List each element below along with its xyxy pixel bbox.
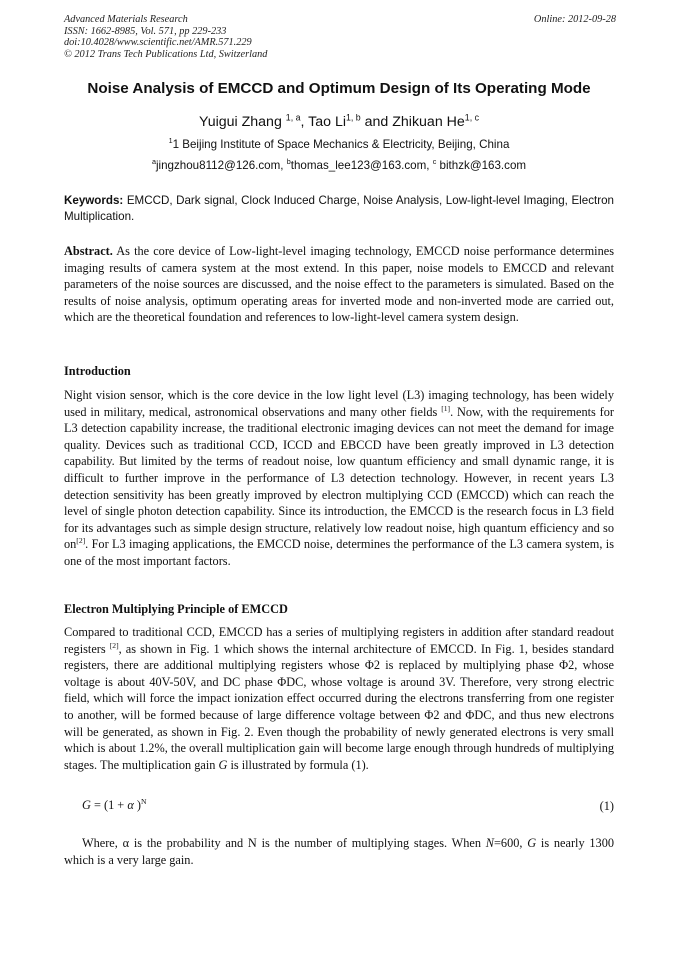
author-separator: and [360, 114, 393, 130]
journal-name: Advanced Materials Research [64, 14, 188, 25]
journal-issn: ISSN: 1662-8985, Vol. 571, pp 229-233 [64, 25, 227, 37]
citation-ref: [2] [109, 640, 119, 650]
equation-exponent: N [140, 796, 147, 806]
email-address: thomas_lee123@163.com, [290, 159, 433, 172]
journal-header [64, 14, 616, 60]
author-separator: , [300, 114, 309, 130]
math-variable: G [82, 798, 91, 812]
equation-1 [64, 798, 614, 818]
paragraph-text: is illustrated by formula (1). [227, 757, 369, 772]
keywords [64, 193, 614, 224]
author-name: Tao Li [308, 114, 346, 130]
keywords-label: Keywords: [64, 194, 124, 207]
section-heading-emccd-principle: Electron Multiplying Principle of EMCCD [64, 602, 288, 616]
journal-copyright: © 2012 Trans Tech Publications Ltd, Switzerland [64, 48, 268, 60]
author-superscript: 1, c [464, 112, 479, 123]
equation-number: (1) [599, 799, 614, 813]
author-name: Zhikuan He [392, 114, 465, 130]
citation-ref: [1] [441, 403, 451, 413]
section-heading-introduction: Introduction [64, 364, 131, 378]
affiliation-text: 1 Beijing Institute of Space Mechanics & Electricity, Beijing, China [172, 138, 510, 151]
paragraph-text: Compared to traditional CCD, EMCCD has a series of multiplying registers in addition after standard readout registers [64, 625, 614, 656]
abstract-label: Abstract. [64, 244, 113, 258]
citation-ref: [2] [76, 536, 86, 546]
email-address: bithzk@163.com [436, 159, 527, 172]
author-list [64, 114, 614, 130]
paragraph-text: Where, α is the probability and N is the number of multiplying stages. When [82, 836, 486, 850]
paragraph-text: =600, [493, 836, 528, 850]
abstract-text: As the core device of Low-light-level imaging technology, EMCCD noise performance determines imaging results of camera system at the most extend. In this paper, noise models to EMCCD and relevant parameters of the noise sources are discussed, and the noise effect to the parameters is simulated. Based on the results of noise analysis, optimum operating areas for inverted mode and non-inverted mode are carried out, which are the theoretical foundation and references to low-light-level camera system design. [64, 244, 614, 325]
math-variable: G [527, 836, 537, 850]
author-name: Yuigui Zhang [199, 114, 282, 130]
paragraph-text: Night vision sensor, which is the core device in the low light level (L3) imaging technology, has been widely used in military, medical, astronomical observations and many other fields [64, 388, 614, 419]
affiliation [64, 138, 614, 151]
equation-formula [82, 798, 146, 813]
author-emails [64, 159, 614, 172]
journal-doi: doi:10.4028/www.scientific.net/AMR.571.229 [64, 37, 252, 49]
introduction-paragraph [64, 387, 614, 570]
equation-part: ) [133, 798, 141, 812]
emccd-principle-paragraph [64, 624, 614, 773]
paragraph-text: is nearly 1300 which is a very large gain. [64, 836, 614, 867]
author-superscript: 1, a [285, 112, 301, 123]
paragraph-text: . For L3 imaging applications, the EMCCD noise, determines the performance of the L3 camera system, is one of the most important factors. [64, 537, 614, 568]
paragraph-text: , as shown in Fig. 1 which shows the internal architecture of EMCCD. In Fig. 1, besides standard registers, there are additional multiplying registers whose Φ2 is replaced by multiplying phase Φ2, whose voltage is about 40V-50V, and DC phase ΦDC, whose voltage is around 3V. Therefore, very strong electric field, which will force the impact ionization effect occurred during the electrons transferring from one register to another, will be formed because of large difference voltage between Φ2 and ΦDC, and thus new electrons will be generated, as shown in Fig. 2. Even though the probability of newly generated electrons is very small which is about 1.2%, the overall multiplication gain will become large enough through hundreds of multiplying stages. The multiplication gain [64, 641, 614, 772]
online-date: Online: 2012-09-28 [533, 14, 616, 25]
math-variable: N [485, 836, 494, 850]
author-superscript: 1, b [345, 112, 361, 123]
math-variable: G [218, 757, 228, 772]
email-superscript: b [286, 157, 291, 167]
email-address: jingzhou8112@126.com, [155, 159, 287, 172]
math-variable: α [127, 798, 134, 812]
abstract [64, 243, 614, 326]
affiliation-superscript: 1 [168, 136, 173, 146]
keywords-text: EMCCD, Dark signal, Clock Induced Charge, Noise Analysis, Low-light-level Imaging, Electron Multiplication. [64, 194, 614, 223]
email-superscript: a [151, 157, 156, 167]
where-paragraph [64, 835, 614, 868]
paper-title: Noise Analysis of EMCCD and Optimum Design of Its Operating Mode [87, 80, 591, 97]
equation-part: = (1 + [90, 798, 128, 812]
email-superscript: c [432, 157, 437, 167]
paragraph-text: . Now, with the requirements for L3 detection capability increase, the traditional electronic imaging devices can not meet the demand for image quality. Devices such as traditional CCD, ICCD and EBCCD have been greatly improved in L3 detection capability. But limited by the terms of readout noise, low quantum efficiency and small dynamic range, it is difficult to further improve in the performance of L3 detection technology. However, in recent years L3 detection sensitivity has been greatly improved by electron multiplying CCD (EMCCD) which can reach the level of single photon detection capability. Since its introduction, the EMCCD is the research focus in L3 field for its advantages such as simple design structure, relatively low readout noise, high quantum efficiency and so on [64, 404, 615, 552]
